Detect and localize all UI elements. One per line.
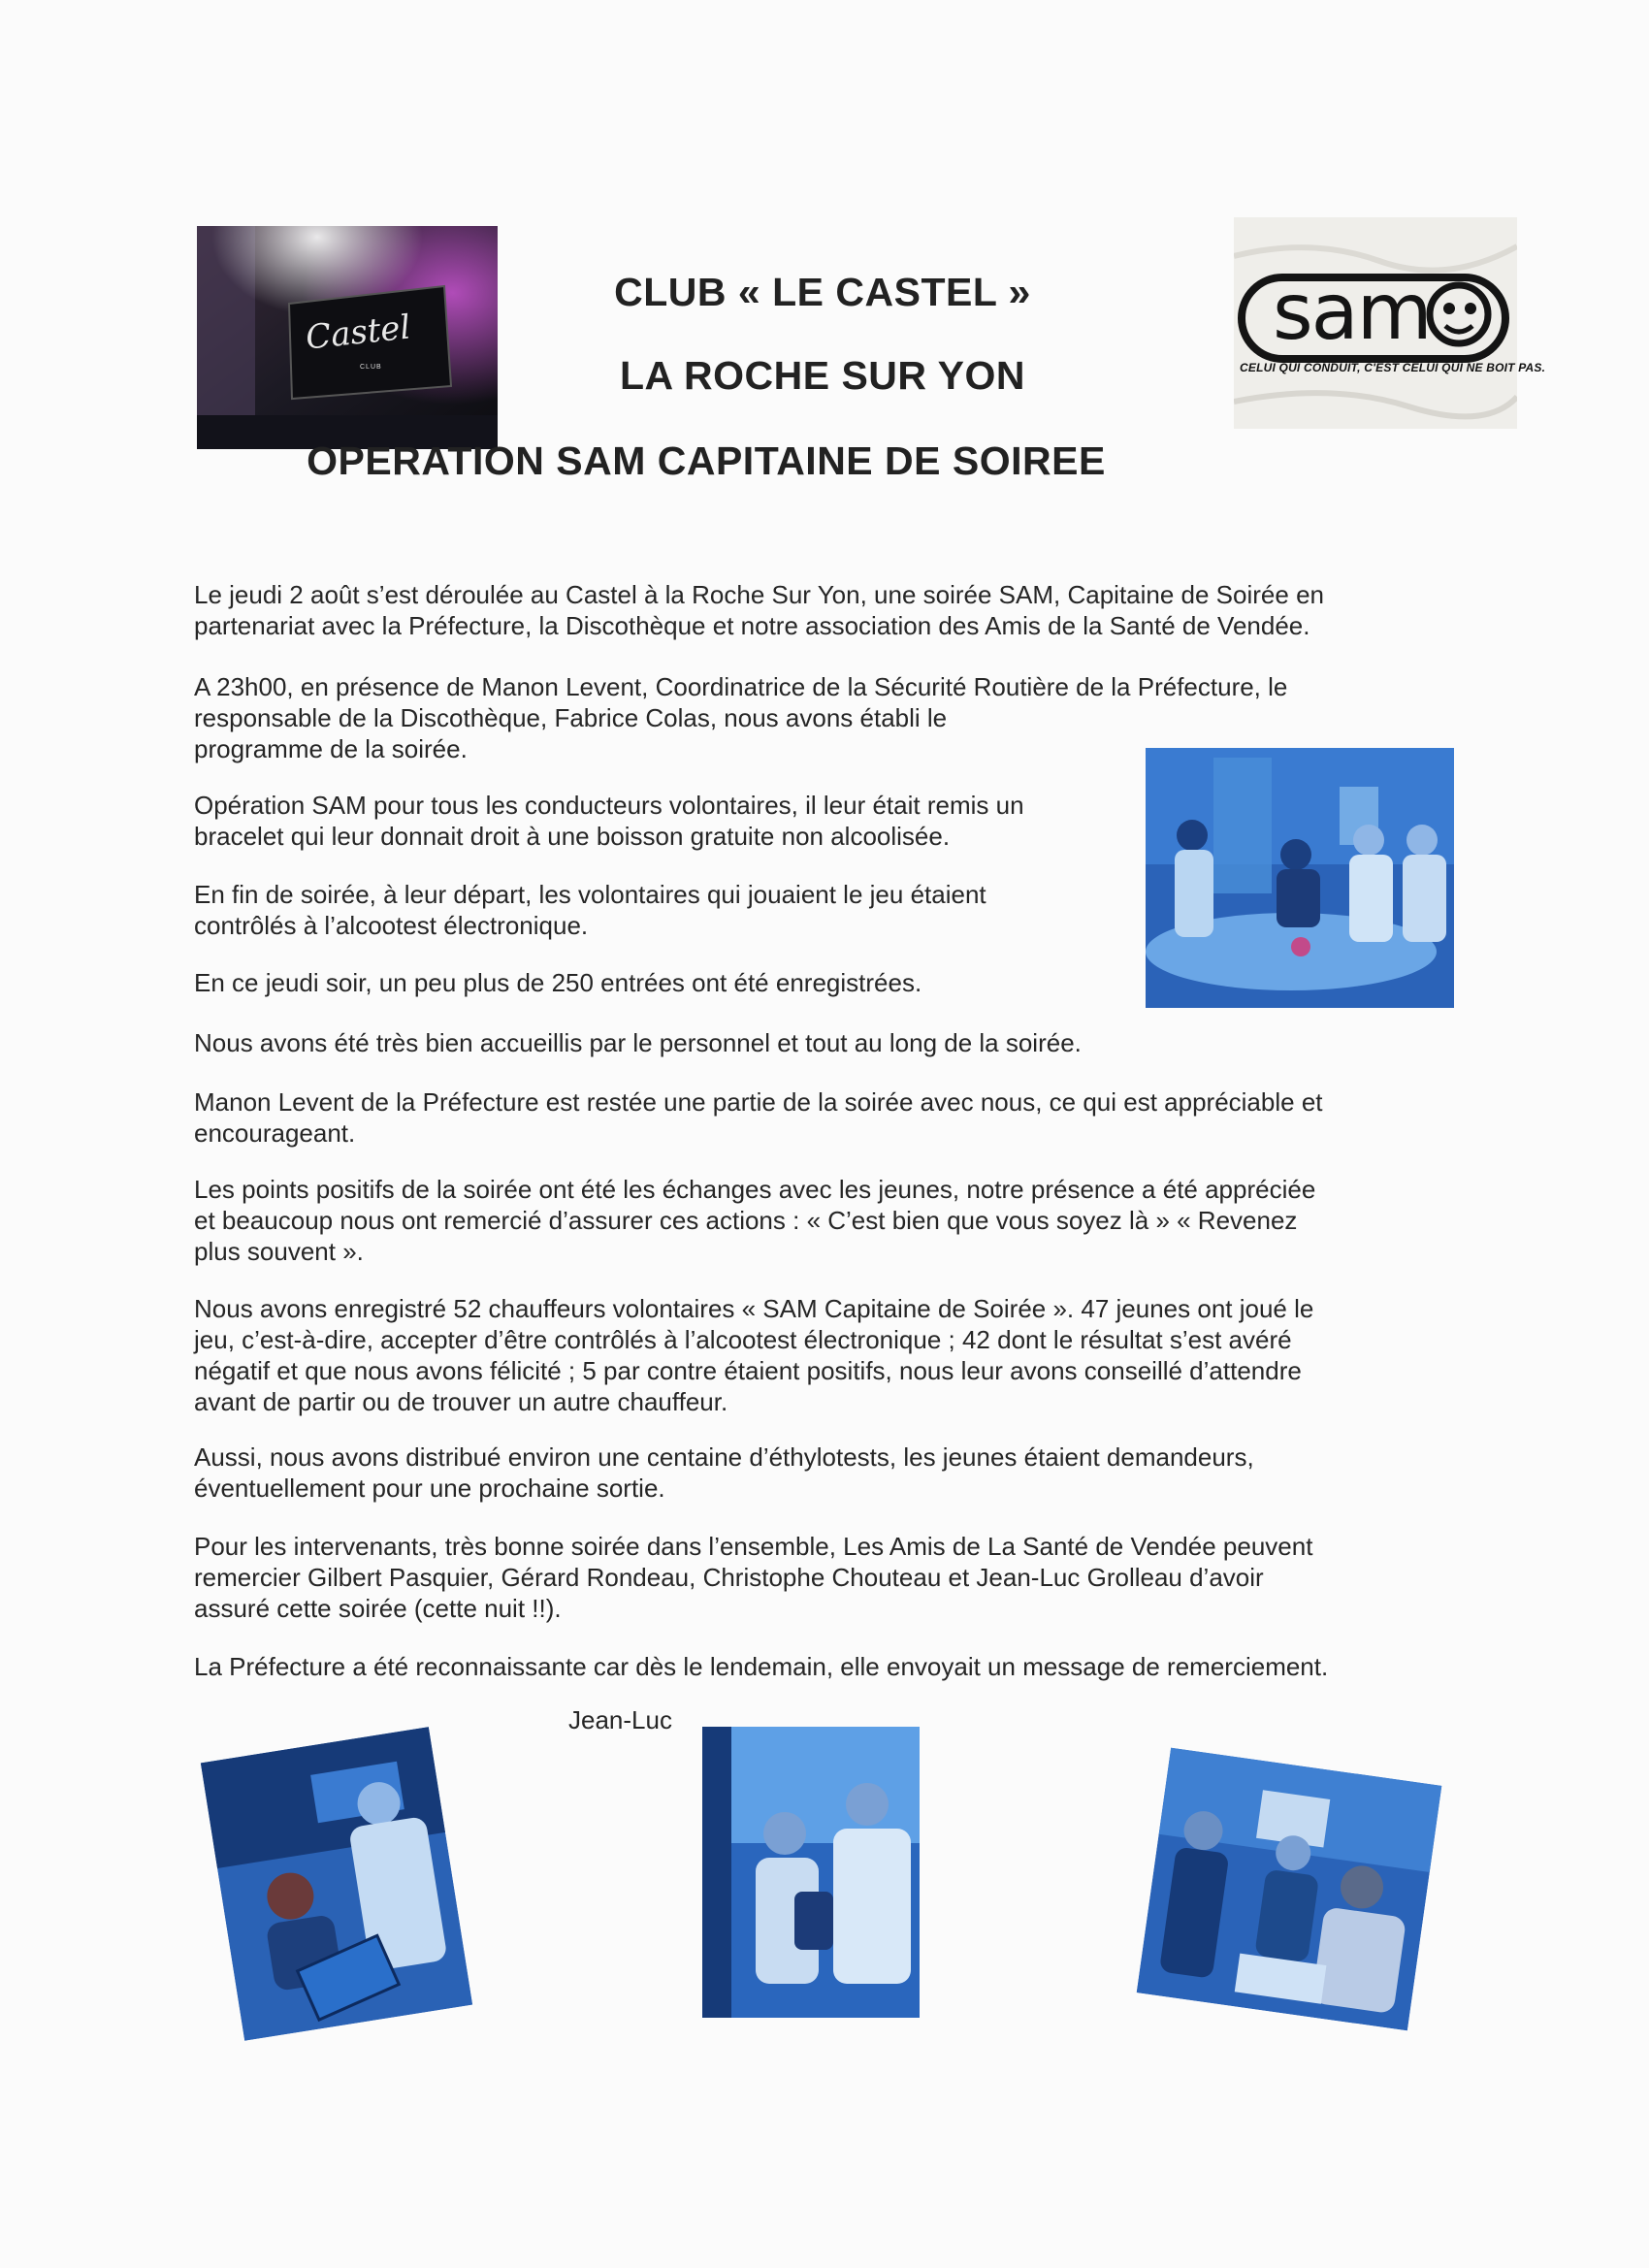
paragraph-line: négatif et que nous avons félicité ; 5 par contre étaient positifs, nous leur avons conseillé d’attendre [194, 1356, 1302, 1385]
paragraph-line: Les points positifs de la soirée ont été les échanges avec les jeunes, notre présence a été appréciée [194, 1175, 1316, 1204]
paragraph-8 [194, 1174, 1436, 1267]
event-photo-two-men [702, 1727, 920, 2018]
paragraph-line: contrôlés à l’alcootest électronique. [194, 911, 589, 940]
paragraph-line: Manon Levent de la Préfecture est restée une partie de la soirée avec nous, ce qui est appréciable et [194, 1087, 1323, 1117]
castel-logo-text: Castel [304, 308, 413, 358]
paragraph-line: avant de partir ou de trouver un autre chauffeur. [194, 1387, 728, 1416]
paragraph-line: Le jeudi 2 août s’est déroulée au Castel à la Roche Sur Yon, une soirée SAM, Capitaine de Soirée en [194, 580, 1324, 609]
paragraph-line: Opération SAM pour tous les conducteurs volontaires, il leur était remis un [194, 791, 1024, 820]
event-photo-volunteers-table [1146, 748, 1454, 1008]
paragraph-line: En fin de soirée, à leur départ, les volontaires qui jouaient le jeu étaient [194, 880, 986, 909]
paragraph-line: Pour les intervenants, très bonne soirée dans l’ensemble, Les Amis de La Santé de Vendée peuvent [194, 1532, 1313, 1561]
paragraph-6 [194, 1027, 1436, 1058]
paragraph-line: responsable de la Discothèque, Fabrice Colas, nous avons établi le [194, 703, 948, 732]
paragraph-line: Nous avons enregistré 52 chauffeurs volontaires « SAM Capitaine de Soirée ». 47 jeunes ont joué le [194, 1294, 1314, 1323]
paragraph-9 [194, 1293, 1436, 1417]
paragraph-line: partenariat avec la Préfecture, la Discothèque et notre association des Amis de la Santé de Vendée. [194, 611, 1310, 640]
paragraph-line: A 23h00, en présence de Manon Levent, Coordinatrice de la Sécurité Routière de la Préfecture, le [194, 672, 1288, 701]
paragraph-line: bracelet qui leur donnait droit à une boisson gratuite non alcoolisée. [194, 822, 951, 851]
event-photo-group [1137, 1748, 1442, 2031]
paragraph-line: et beaucoup nous ont remercié d’assurer ces actions : « C’est bien que vous soyez là » « Revenez [194, 1206, 1298, 1235]
paragraph-line: La Préfecture a été reconnaissante car dès le lendemain, elle envoyait un message de remerciement. [194, 1652, 1329, 1681]
paragraph-line: Nous avons été très bien accueillis par le personnel et tout au long de la soirée. [194, 1028, 1082, 1057]
title-line-1: CLUB « LE CASTEL » [614, 270, 1031, 314]
title-line-2: LA ROCHE SUR YON [619, 353, 1026, 398]
paragraph-line: Aussi, nous avons distribué environ une centaine d’éthylotests, les jeunes étaient demandeurs, [194, 1442, 1254, 1472]
paragraph-line: remercier Gilbert Pasquier, Gérard Rondeau, Christophe Chouteau et Jean-Luc Grolleau d’avoir [194, 1563, 1264, 1592]
paragraph-line: assuré cette soirée (cette nuit !!). [194, 1594, 562, 1623]
castel-club-photo [197, 226, 498, 449]
castel-logo-subtext: CLUB [360, 364, 382, 371]
paragraph-line: encourageant. [194, 1118, 356, 1148]
paragraph-line: programme de la soirée. [194, 734, 468, 763]
event-photo-woman-table [201, 1727, 472, 2041]
sam-tagline: CELUI QUI CONDUIT, C'EST CELUI QUI NE BOIT PAS. [1240, 361, 1546, 374]
signature: Jean-Luc [568, 1705, 672, 1734]
paragraph-1 [194, 579, 1436, 641]
paragraph-10 [194, 1442, 1436, 1504]
paragraph-line: En ce jeudi soir, un peu plus de 250 entrées ont été enregistrées. [194, 968, 922, 997]
paragraph-7 [194, 1086, 1436, 1149]
paragraph-12 [194, 1651, 1436, 1682]
sam-logo-text: sam [1273, 267, 1431, 357]
paragraph-line: éventuellement pour une prochaine sortie. [194, 1474, 665, 1503]
paragraph-line: plus souvent ». [194, 1237, 364, 1266]
paragraph-line: jeu, c’est-à-dire, accepter d’être contrôlés à l’alcootest électronique ; 42 dont le résultat s’est avéré [194, 1325, 1292, 1354]
paragraph-11 [194, 1531, 1436, 1624]
title-line-3: OPERATION SAM CAPITAINE DE SOIREE [307, 438, 1106, 483]
